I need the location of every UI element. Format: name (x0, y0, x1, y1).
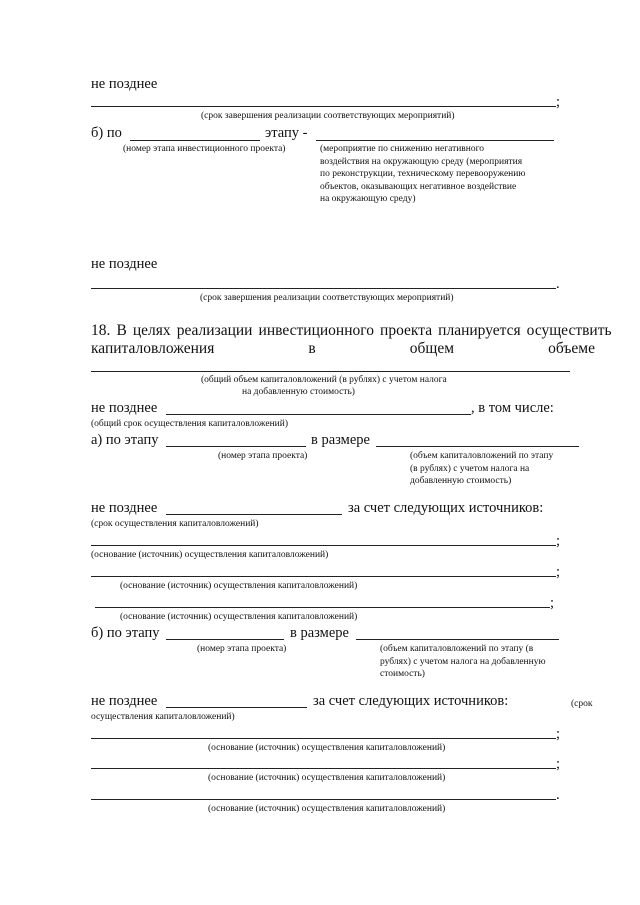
deadline-caption: (срок завершения реализации соответствующих мероприятий) (200, 293, 454, 303)
line-end-period: . (556, 276, 560, 292)
basis-caption: (основание (источник) осуществления капиталовложений) (91, 550, 329, 560)
basis-fill-line[interactable] (91, 738, 556, 739)
amount-label: в размере (311, 432, 370, 448)
amount-label: в размере (290, 625, 349, 641)
line-end-semicolon: ; (550, 595, 555, 611)
deadline-caption: (срок завершения реализации соответствующих мероприятий) (201, 111, 455, 121)
period-caption: (срок (571, 699, 593, 709)
including-label: , в том числе: (471, 400, 554, 416)
line-end-semicolon: ; (556, 756, 561, 772)
stage-amount-caption: (объем капиталовложений по этапу (в рублях) с учетом налога на добавленную стоимость) (410, 451, 554, 486)
stage-amount-fill-line[interactable] (356, 639, 559, 640)
measure-caption: (мероприятие по снижению негативного воздействия на окружающую среду (мероприятия по реконструкции, техническому перевооружению объектов, оказывающих негативное воздействие на окружающую среду) (320, 144, 526, 204)
stage-number-fill-line[interactable] (166, 446, 306, 447)
basis-fill-line[interactable] (91, 768, 556, 769)
basis-fill-line[interactable] (95, 607, 550, 608)
total-volume-caption: (общий объем капиталовложений (в рублях) с учетом налога (201, 375, 447, 385)
not-later-label: не позднее (91, 76, 158, 92)
basis-fill-line[interactable] (91, 576, 556, 577)
period-fill-line[interactable] (166, 707, 307, 708)
not-later-label: не позднее (91, 256, 158, 272)
stage-project-caption: (номер этапа проекта) (197, 644, 287, 654)
paragraph-18-line2: капиталовложения в общем объеме (91, 340, 595, 357)
stage-number-fill-line[interactable] (130, 140, 260, 141)
basis-caption: (основание (источник) осуществления капиталовложений) (208, 743, 446, 753)
not-later-label: не позднее (91, 693, 158, 709)
item-b-label: б) по (91, 125, 122, 141)
basis-caption: (основание (источник) осуществления капиталовложений) (120, 612, 358, 622)
item-a-label: а) по этапу (91, 432, 159, 448)
period-fill-line[interactable] (166, 514, 342, 515)
line-end-semicolon: ; (556, 533, 561, 549)
stage-dash-label: этапу - (265, 125, 308, 141)
total-period-caption: (общий срок осуществления капиталовложений) (91, 419, 288, 429)
paragraph-18-line1: 18. В целях реализации инвестиционного проекта планируется осуществить (91, 322, 612, 339)
basis-fill-line[interactable] (91, 545, 556, 546)
total-volume-caption: на добавленную стоимость) (242, 387, 355, 397)
line-end-semicolon: ; (556, 726, 561, 742)
deadline-fill-line[interactable] (91, 106, 556, 107)
line-end-semicolon: ; (556, 94, 561, 110)
sources-label: за счет следующих источников: (313, 693, 509, 709)
basis-caption: (основание (источник) осуществления капиталовложений) (120, 581, 358, 591)
stage-number-fill-line[interactable] (166, 639, 284, 640)
line-end-period: . (556, 787, 560, 803)
total-volume-fill-line[interactable] (91, 371, 570, 372)
measure-fill-line[interactable] (316, 140, 554, 141)
stage-project-caption: (номер этапа проекта) (218, 451, 308, 461)
item-b-label: б) по этапу (91, 625, 160, 641)
not-later-label: не позднее (91, 500, 158, 516)
stage-amount-fill-line[interactable] (376, 446, 579, 447)
stage-number-caption: (номер этапа инвестиционного проекта) (123, 144, 286, 154)
stage-amount-caption: (объем капиталовложений по этапу (в рублях) с учетом налога на добавленную стоимость) (380, 644, 546, 679)
total-period-fill-line[interactable] (166, 414, 471, 415)
not-later-label: не позднее (91, 400, 158, 416)
basis-caption: (основание (источник) осуществления капиталовложений) (208, 773, 446, 783)
basis-fill-line[interactable] (91, 799, 556, 800)
basis-caption: (основание (источник) осуществления капиталовложений) (208, 804, 446, 814)
line-end-semicolon: ; (556, 564, 561, 580)
deadline-fill-line[interactable] (91, 288, 556, 289)
sources-label: за счет следующих источников: (348, 500, 544, 516)
period-caption: осуществления капиталовложений) (91, 712, 235, 722)
period-caption: (срок осуществления капиталовложений) (91, 519, 259, 529)
